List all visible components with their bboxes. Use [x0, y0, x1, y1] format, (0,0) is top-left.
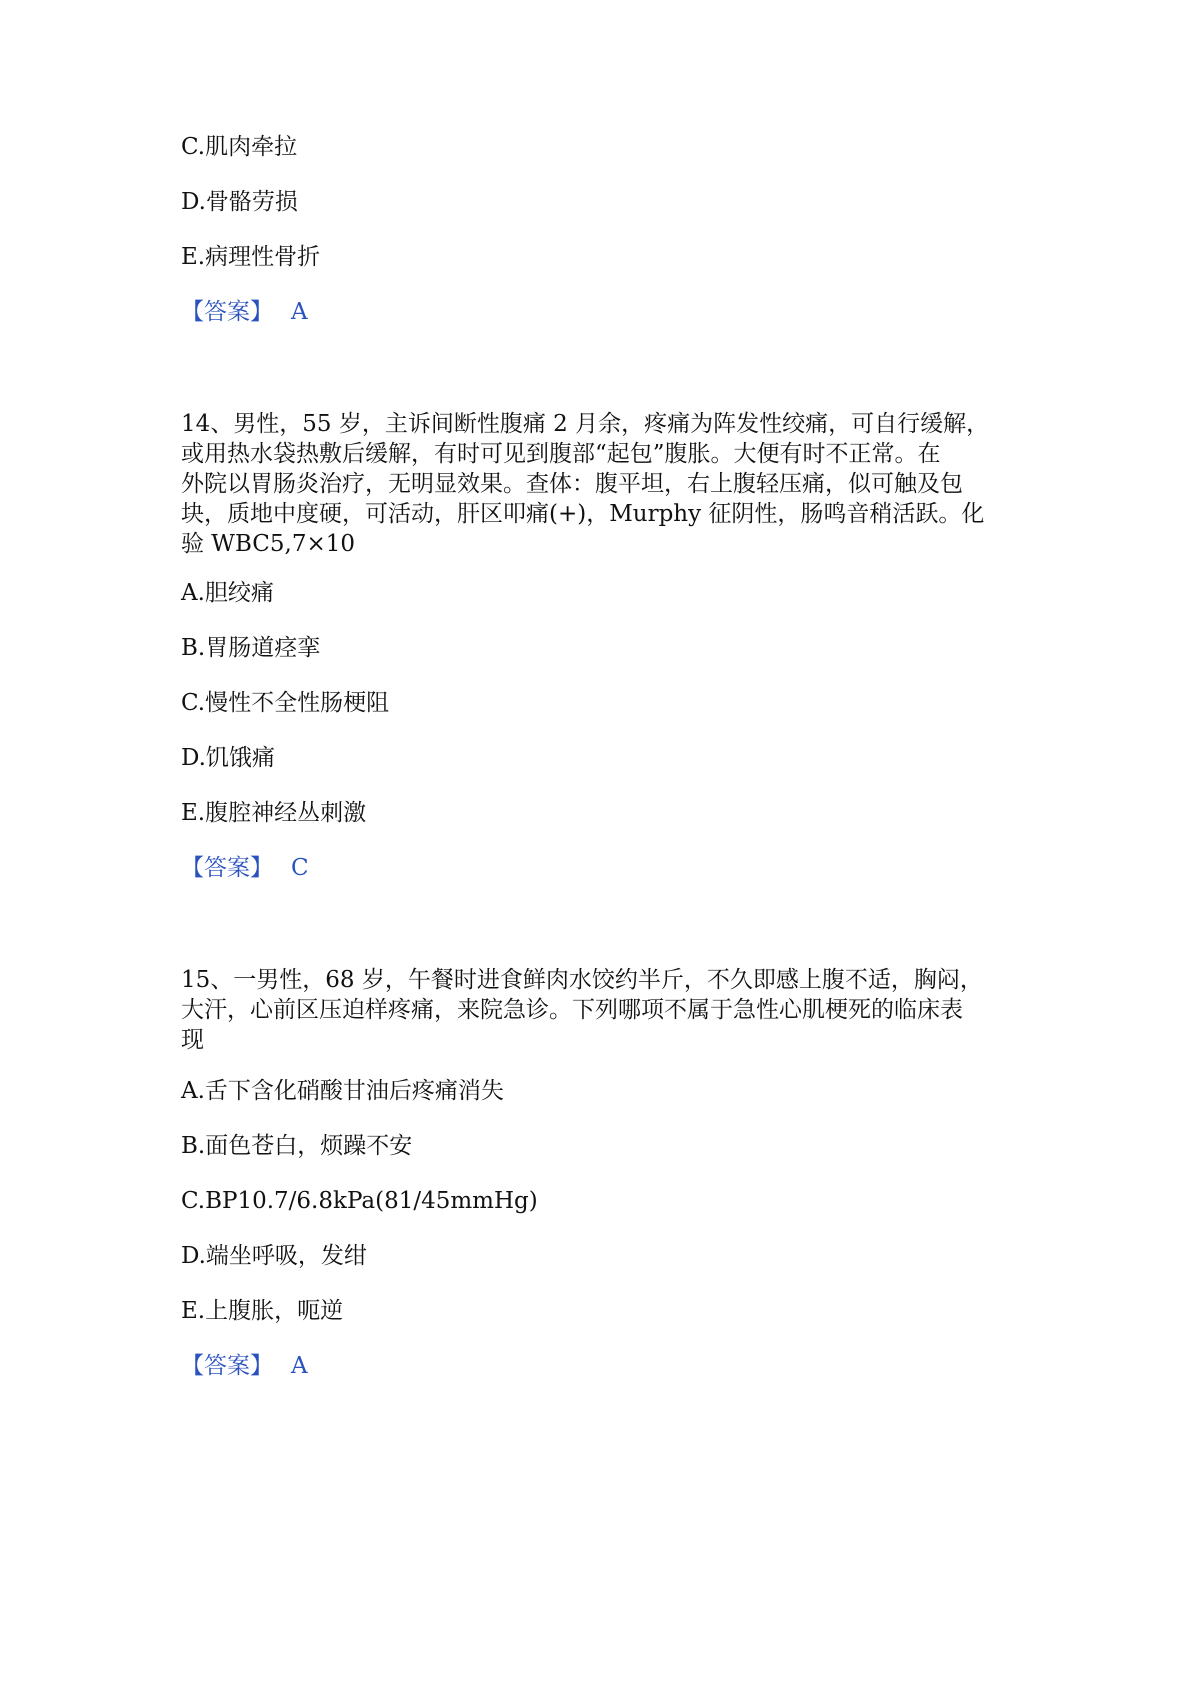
answer-value: C: [291, 855, 309, 881]
question-line: 外院以胃肠炎治疗，无明显效果。查体：腹平坦，右上腹轻压痛，似可触及包: [181, 471, 963, 497]
answer-line: [181, 297, 308, 327]
option-e: E.病理性骨折: [181, 244, 321, 270]
option-b: B.胃肠道痉挛: [181, 635, 321, 661]
option-b: B.面色苍白，烦躁不安: [181, 1133, 413, 1159]
question-line: 验 WBC5,7×10: [181, 531, 355, 557]
answer-label: 【答案】: [181, 299, 273, 325]
option-c: C.BP10.7/6.8kPa(81/45mmHg): [181, 1188, 538, 1214]
option-e: E.腹腔神经丛刺激: [181, 800, 367, 826]
answer-line: [181, 1351, 308, 1381]
answer-label: 【答案】: [181, 855, 273, 881]
question-line: 14、男性，55 岁，主诉间断性腹痛 2 月余，疼痛为阵发性绞痛，可自行缓解，: [181, 411, 990, 437]
answer-line: [181, 853, 309, 883]
question-14-text: [181, 409, 1011, 559]
option-d: D.骨骼劳损: [181, 189, 298, 215]
option-e: E.上腹胀，呃逆: [181, 1298, 344, 1324]
question-line: 块，质地中度硬，可活动，肝区叩痛(+)，Murphy 征阴性，肠鸣音稍活跃。化: [181, 501, 985, 527]
option-c: C.慢性不全性肠梗阻: [181, 690, 390, 716]
option-a: A.舌下含化硝酸甘油后疼痛消失: [181, 1078, 504, 1104]
option-d: D.端坐呼吸，发绀: [181, 1243, 367, 1269]
question-15-text: [181, 965, 1011, 1055]
option-a: A.胆绞痛: [181, 580, 274, 606]
question-line: 现: [181, 1027, 204, 1053]
question-line: 15、一男性，68 岁，午餐时进食鲜肉水饺约半斤，不久即感上腹不适，胸闷，: [181, 967, 983, 993]
answer-value: A: [291, 299, 308, 325]
option-d: D.饥饿痛: [181, 745, 275, 771]
answer-label: 【答案】: [181, 1353, 273, 1379]
answer-value: A: [291, 1353, 308, 1379]
question-line: 大汗，心前区压迫样疼痛，来院急诊。下列哪项不属于急性心肌梗死的临床表: [181, 997, 963, 1023]
question-line: 或用热水袋热敷后缓解，有时可见到腹部“起包”腹胀。大便有时不正常。在: [181, 441, 941, 467]
option-c: C.肌肉牵拉: [181, 134, 298, 160]
